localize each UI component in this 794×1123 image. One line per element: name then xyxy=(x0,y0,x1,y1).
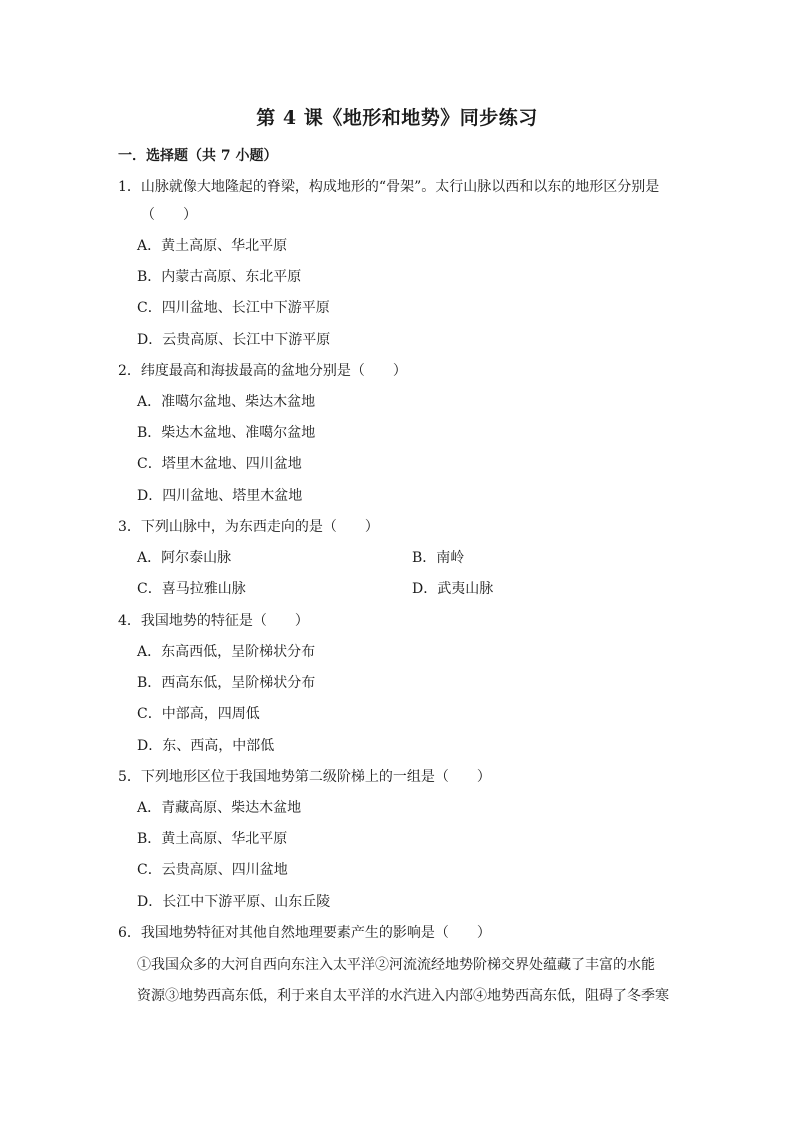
question-3-stem: 3．下列山脉中，为东西走向的是（ ） xyxy=(118,519,379,535)
section-heading: 一．选择题（共 7 小题） xyxy=(118,148,278,164)
question-5-option-b: B．黄土高原、华北平原 xyxy=(137,831,288,847)
question-4-option-a: A．东高西低，呈阶梯状分布 xyxy=(137,644,316,660)
question-4-option-b: B．西高东低，呈阶梯状分布 xyxy=(137,675,316,691)
question-2-option-a: A．准噶尔盆地、柴达木盆地 xyxy=(137,394,316,410)
question-4-stem: 4．我国地势的特征是（ ） xyxy=(118,613,309,629)
question-1-option-c: C．四川盆地、长江中下游平原 xyxy=(137,300,330,316)
question-2-option-d: D．四川盆地、塔里木盆地 xyxy=(137,488,303,504)
question-3-option-a: A．阿尔泰山脉 xyxy=(137,550,232,566)
question-1-stem: 1．山脉就像大地隆起的脊梁，构成地形的“骨架”。太行山脉以西和以东的地形区分别是 xyxy=(118,179,660,195)
question-1-option-d: D．云贵高原、长江中下游平原 xyxy=(137,332,331,348)
question-6-stem: 6．我国地势特征对其他自然地理要素产生的影响是（ ） xyxy=(118,925,491,941)
question-1-option-a: A．黄土高原、华北平原 xyxy=(137,238,288,254)
question-5-option-a: A．青藏高原、柴达木盆地 xyxy=(137,800,302,816)
question-2-stem: 2．纬度最高和海拔最高的盆地分别是（ ） xyxy=(118,363,407,379)
question-3-option-b: B．南岭 xyxy=(412,550,465,566)
question-4-option-c: C．中部高，四周低 xyxy=(137,706,260,722)
question-3-option-c: C．喜马拉雅山脉 xyxy=(137,581,246,597)
question-6-line-2: 资源③地势西高东低，利于来自太平洋的水汽进入内部④地势西高东低，阻碍了冬季寒 xyxy=(137,988,669,1004)
question-5-option-d: D．长江中下游平原、山东丘陵 xyxy=(137,894,331,910)
question-3-option-d: D．武夷山脉 xyxy=(412,581,494,597)
question-2-option-b: B．柴达木盆地、准噶尔盆地 xyxy=(137,425,316,441)
question-2-option-c: C．塔里木盆地、四川盆地 xyxy=(137,456,302,472)
question-5-stem: 5．下列地形区位于我国地势第二级阶梯上的一组是（ ） xyxy=(118,769,491,785)
question-1-bracket: （ ） xyxy=(141,207,197,223)
question-1-option-b: B．内蒙古高原、东北平原 xyxy=(137,269,302,285)
question-6-line-1: ①我国众多的大河自西向东注入太平洋②河流流经地势阶梯交界处蕴藏了丰富的水能 xyxy=(137,957,655,973)
question-4-option-d: D．东、西高，中部低 xyxy=(137,738,275,754)
question-5-option-c: C．云贵高原、四川盆地 xyxy=(137,862,288,878)
page-title: 第 4 课《地形和地势》同步练习 xyxy=(256,107,538,129)
